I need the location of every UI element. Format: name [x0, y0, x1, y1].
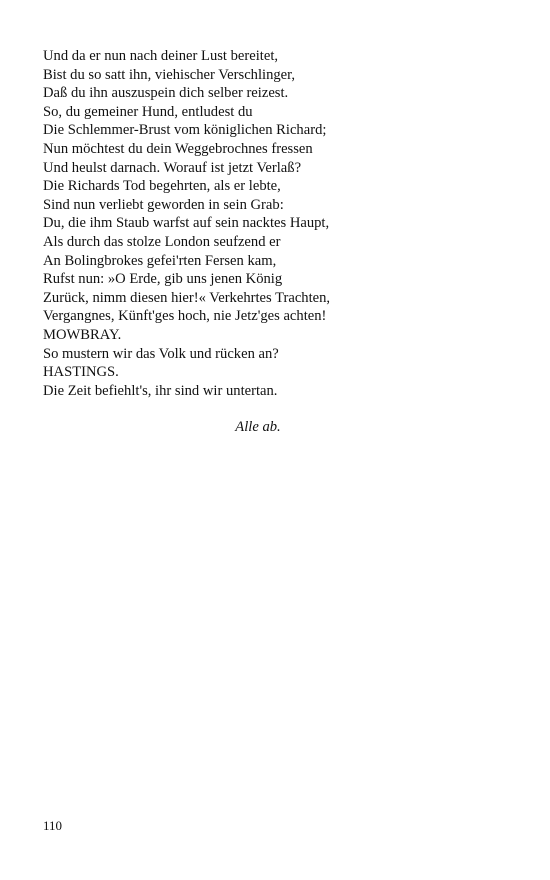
verse-line: Rufst nun: »O Erde, gib uns jenen König: [43, 271, 283, 288]
verse-line: Die Zeit befiehlt's, ihr sind wir untertan.: [43, 382, 278, 399]
verse-line: Vergangnes, Künft'ges hoch, nie Jetz'ges achten!: [43, 308, 327, 325]
verse-line: An Bolingbrokes gefei'rten Fersen kam,: [43, 252, 277, 269]
verse-line: So, du gemeiner Hund, entludest du: [43, 103, 253, 120]
verse-line: Sind nun verliebt geworden in sein Grab:: [43, 196, 284, 213]
speaker-name: HASTINGS.: [43, 364, 119, 381]
speaker-name: MOWBRAY.: [43, 326, 122, 343]
verse-line: Die Schlemmer-Brust vom königlichen Richard;: [43, 122, 327, 139]
verse-line: Die Richards Tod begehrten, als er lebte,: [43, 178, 281, 195]
verse-line: Als durch das stolze London seufzend er: [43, 233, 281, 250]
verse-line: Daß du ihn auszuspein dich selber reizest.: [43, 85, 289, 102]
page-number: 110: [43, 818, 63, 833]
verse-line: Du, die ihm Staub warfst auf sein nacktes Haupt,: [43, 215, 330, 232]
verse-text: [43, 47, 513, 437]
verse-line: Und heulst darnach. Worauf ist jetzt Verlaß?: [43, 159, 302, 176]
verse-line: Und da er nun nach deiner Lust bereitet,: [43, 48, 279, 64]
stage-direction: Alle ab.: [235, 419, 281, 436]
verse-line: So mustern wir das Volk und rücken an?: [43, 345, 279, 362]
verse-line: Zurück, nimm diesen hier!« Verkehrtes Trachten,: [43, 289, 331, 306]
verse-line: Nun möchtest du dein Weggebrochnes fressen: [43, 140, 313, 157]
verse-line: Bist du so satt ihn, viehischer Verschlinger,: [43, 66, 296, 83]
